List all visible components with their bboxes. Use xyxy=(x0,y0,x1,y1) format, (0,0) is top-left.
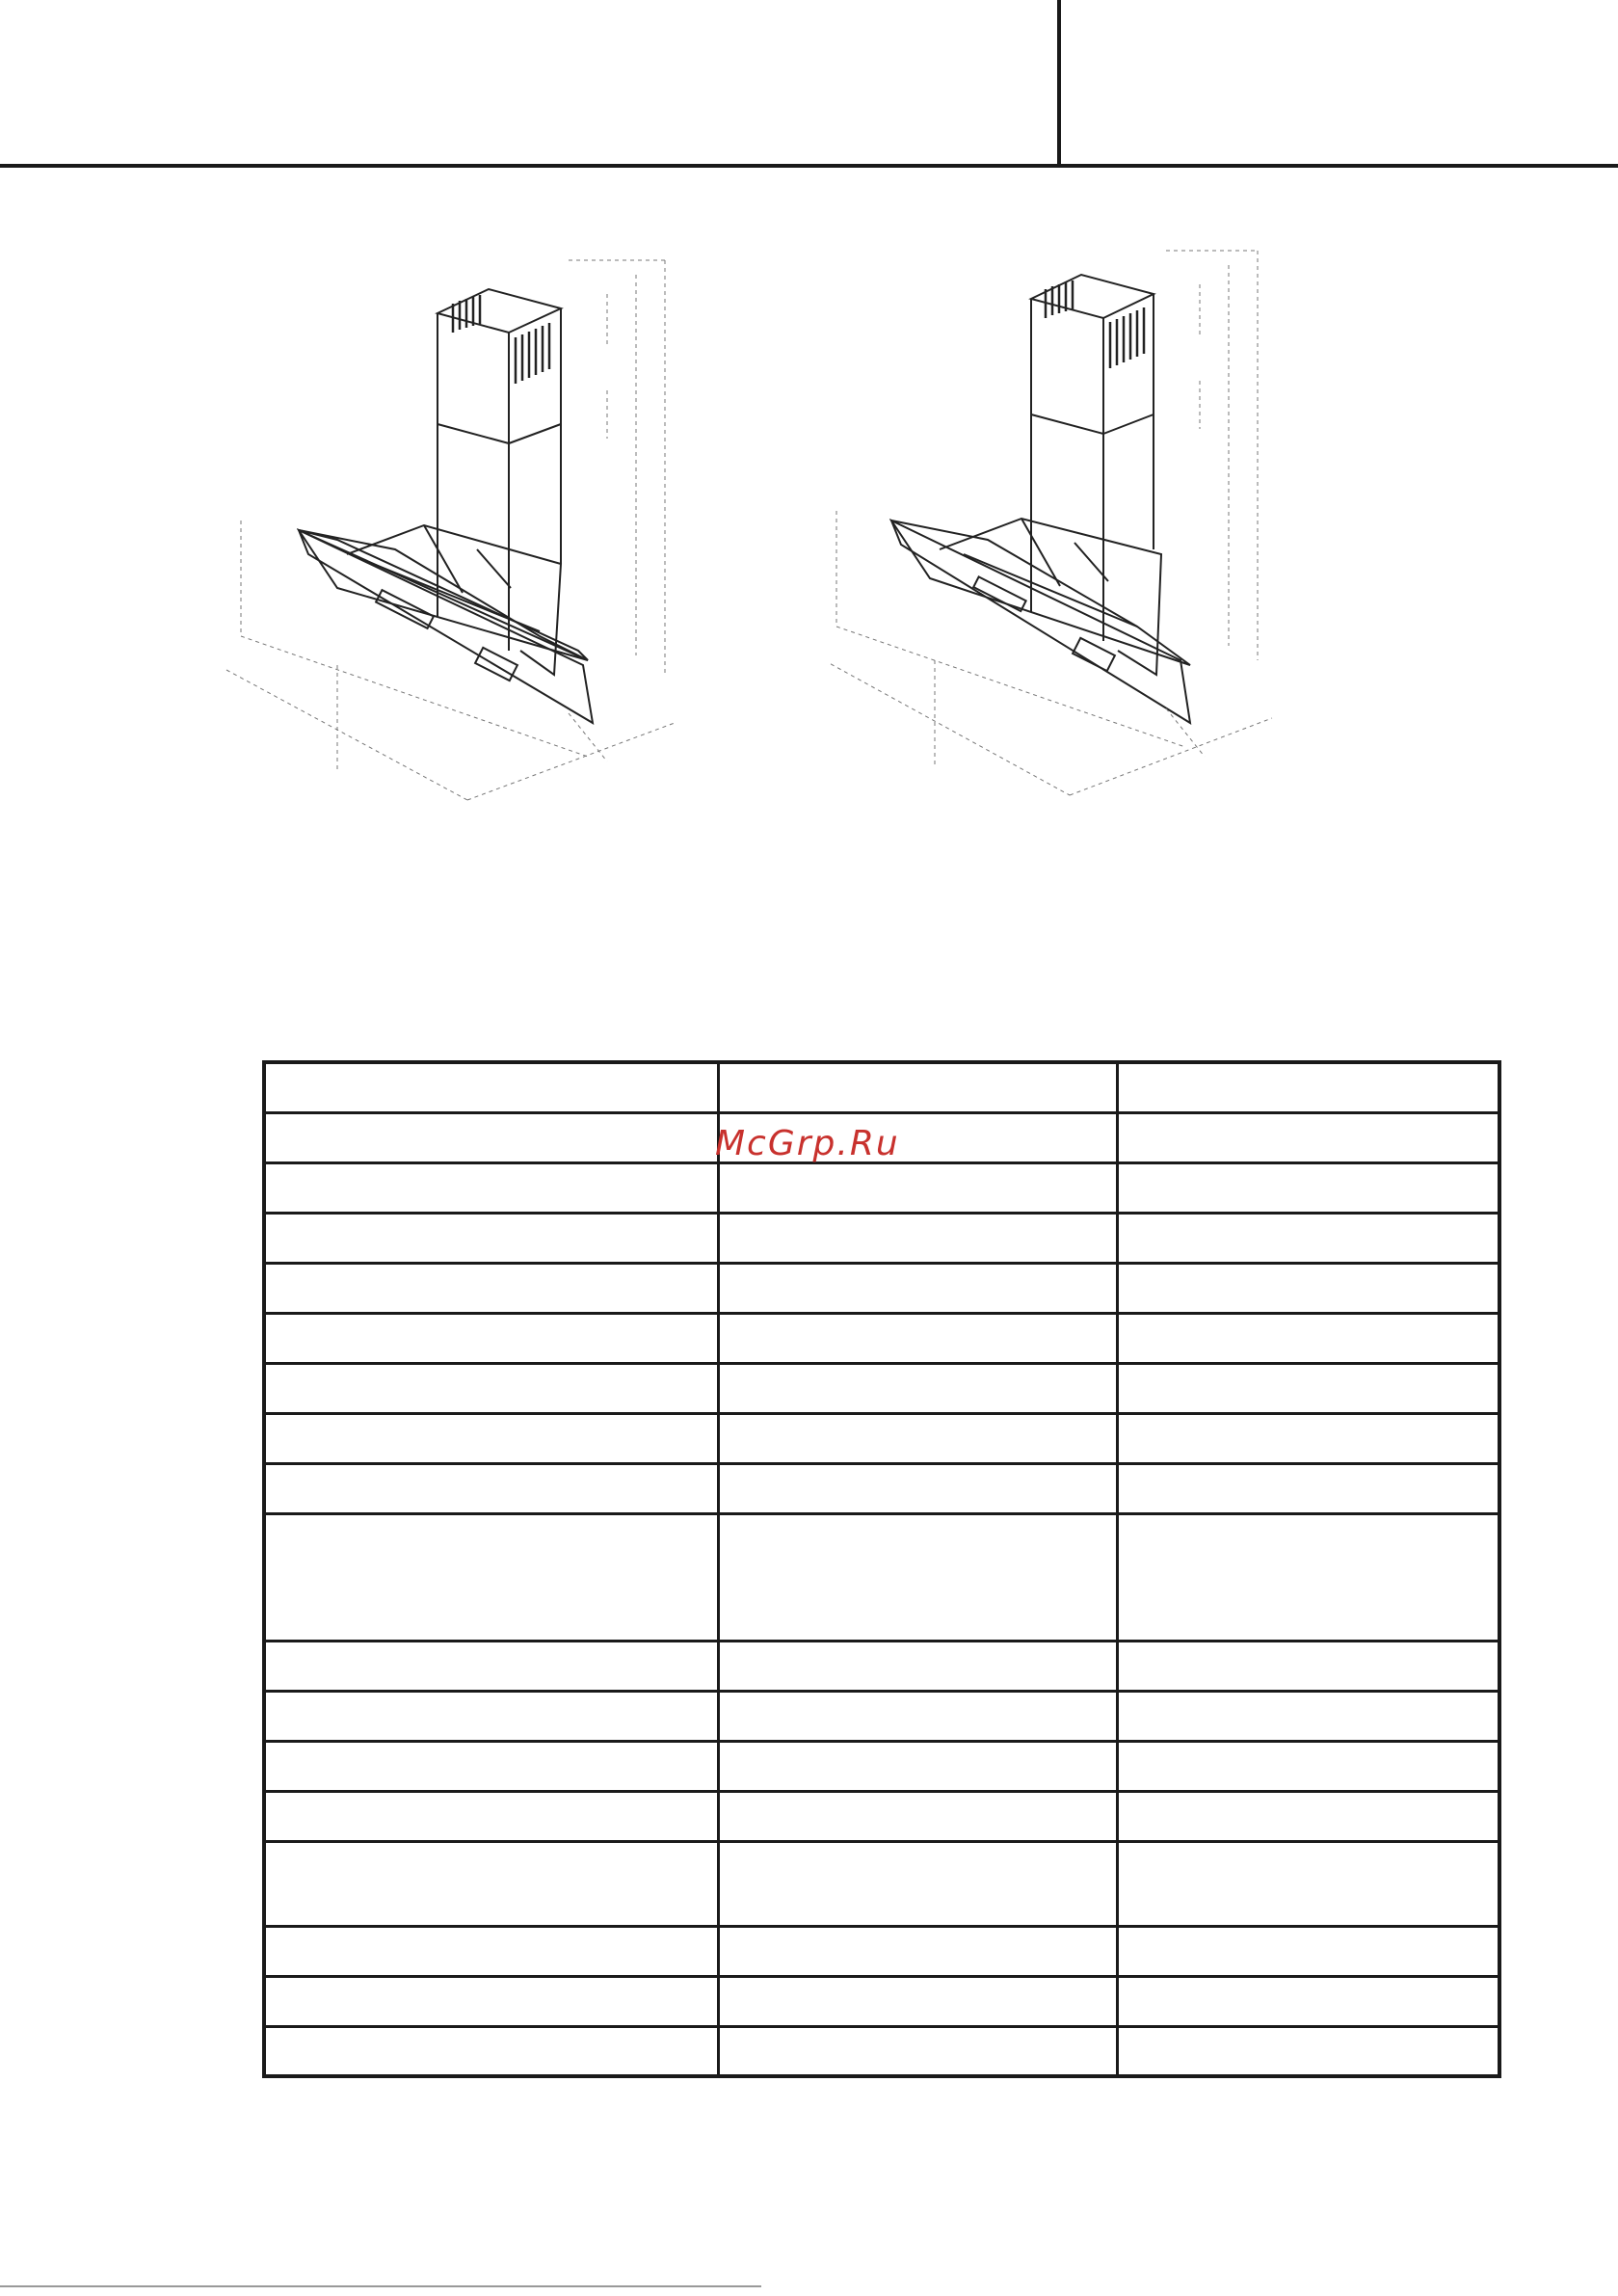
table-row xyxy=(264,1263,1499,1313)
header-rule xyxy=(0,164,1618,168)
table-row xyxy=(264,1363,1499,1413)
table-cell xyxy=(264,1313,719,1363)
table-cell xyxy=(719,1791,1118,1841)
footer-rule xyxy=(0,2285,761,2287)
table-row xyxy=(264,1062,1499,1112)
table-cell xyxy=(719,1926,1118,1976)
table-row xyxy=(264,1741,1499,1791)
table-row xyxy=(264,1313,1499,1363)
hood-drawing-right xyxy=(829,222,1311,839)
table-cell xyxy=(719,1691,1118,1741)
table-cell xyxy=(264,1062,719,1112)
table-cell xyxy=(719,1162,1118,1213)
table-cell xyxy=(1118,1791,1500,1841)
table-cell xyxy=(264,1413,719,1463)
table-cell xyxy=(719,1413,1118,1463)
table-cell xyxy=(264,1363,719,1413)
table-cell xyxy=(1118,1741,1500,1791)
table-cell xyxy=(264,1112,719,1162)
table-cell xyxy=(1118,1213,1500,1263)
table-row xyxy=(264,1641,1499,1691)
table-row xyxy=(264,1926,1499,1976)
table-row xyxy=(264,1513,1499,1641)
table-cell xyxy=(1118,1641,1500,1691)
table-cell xyxy=(264,2026,719,2076)
table-cell xyxy=(719,1062,1118,1112)
spec-table xyxy=(262,1060,1501,2078)
table-cell xyxy=(264,1162,719,1213)
table-row xyxy=(264,1976,1499,2026)
table-row xyxy=(264,1213,1499,1263)
table-cell xyxy=(719,1263,1118,1313)
table-cell xyxy=(264,1213,719,1263)
table-cell xyxy=(1118,1263,1500,1313)
table-cell xyxy=(1118,1062,1500,1112)
table-row xyxy=(264,1463,1499,1513)
table-cell xyxy=(1118,1413,1500,1463)
table-cell xyxy=(264,1691,719,1741)
table-cell xyxy=(264,1263,719,1313)
table-cell xyxy=(719,1463,1118,1513)
hood-drawing-left xyxy=(222,222,703,839)
table-cell xyxy=(264,1463,719,1513)
table-row xyxy=(264,1691,1499,1741)
table-cell xyxy=(719,1841,1118,1926)
watermark: McGrp.Ru xyxy=(715,1124,900,1163)
table-cell xyxy=(1118,1112,1500,1162)
table-cell xyxy=(264,1926,719,1976)
table-cell xyxy=(264,1513,719,1641)
table-row xyxy=(264,2026,1499,2076)
table-row xyxy=(264,1841,1499,1926)
table-row xyxy=(264,1413,1499,1463)
table-cell xyxy=(1118,1841,1500,1926)
table-cell xyxy=(719,1363,1118,1413)
table-cell xyxy=(719,1641,1118,1691)
table-cell xyxy=(264,1641,719,1691)
table-cell xyxy=(1118,1513,1500,1641)
table-cell xyxy=(264,1791,719,1841)
table-cell xyxy=(1118,1162,1500,1213)
table-cell xyxy=(264,1741,719,1791)
table-cell xyxy=(264,1976,719,2026)
table-cell xyxy=(719,1741,1118,1791)
table-cell xyxy=(1118,1926,1500,1976)
table-row xyxy=(264,1162,1499,1213)
table-cell xyxy=(1118,1313,1500,1363)
table-cell xyxy=(1118,1363,1500,1413)
table-cell xyxy=(264,1841,719,1926)
table-cell xyxy=(1118,1691,1500,1741)
table-cell xyxy=(719,1213,1118,1263)
table-cell xyxy=(719,1976,1118,2026)
header-divider xyxy=(1057,0,1061,166)
table-cell xyxy=(1118,1976,1500,2026)
table-cell xyxy=(1118,1463,1500,1513)
table-cell xyxy=(1118,2026,1500,2076)
table-row xyxy=(264,1791,1499,1841)
table-cell xyxy=(719,2026,1118,2076)
table-cell xyxy=(719,1513,1118,1641)
table-cell xyxy=(719,1313,1118,1363)
